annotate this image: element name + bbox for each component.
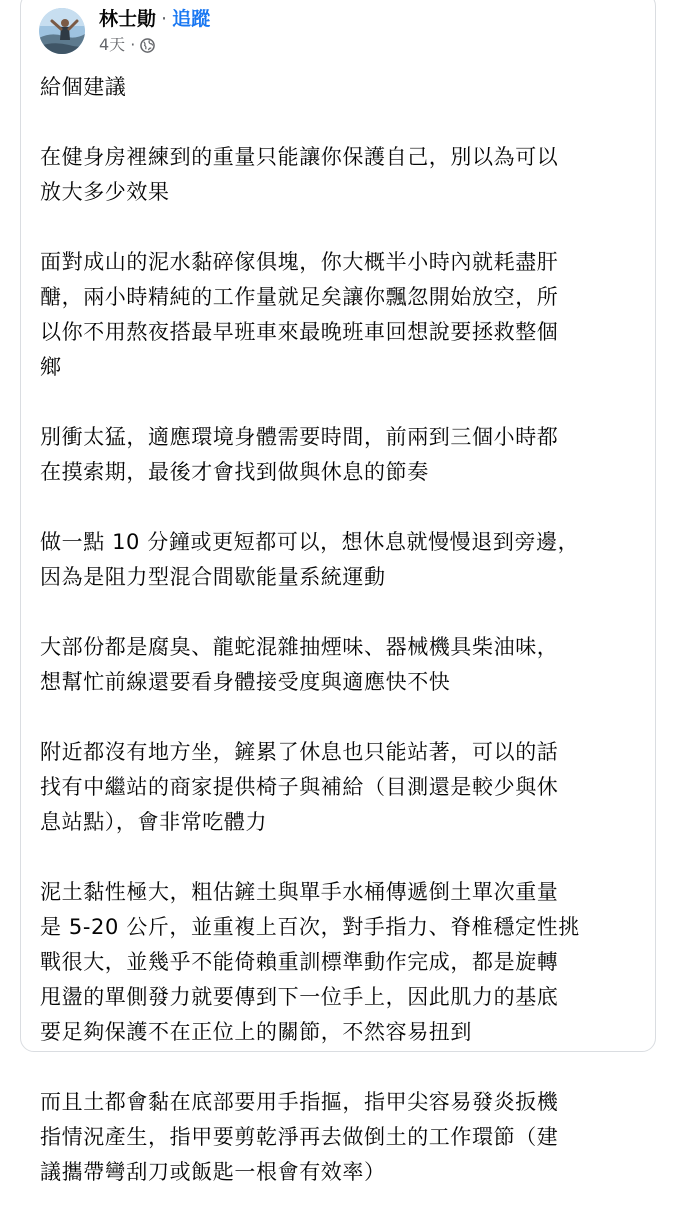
globe-icon[interactable] (140, 38, 155, 53)
paragraph-line: 泥土黏性極大，粗估鏟土與單手水桶傳遞倒土單次重量 (40, 880, 559, 904)
paragraph-line: 息站點），會非常吃體力 (40, 810, 268, 834)
paragraph-line: 大部份都是腐臭、龍蛇混雜抽煙味、器械機具柴油味， (40, 635, 559, 659)
paragraph-line: 放大多少效果 (40, 180, 170, 204)
paragraph-line: 鄉 (40, 355, 62, 379)
paragraph-line: 甩盪的單側發力就要傳到下一位手上，因此肌力的基底 (40, 985, 559, 1009)
post-paragraph (40, 420, 640, 490)
paragraph-line: 面對成山的泥水黏碎傢俱塊，你大概半小時內就耗盡肝 (40, 250, 559, 274)
post-paragraph (40, 525, 640, 595)
paragraph-line: 做一點 10 分鐘或更短都可以，想休息就慢慢退到旁邊， (40, 530, 580, 554)
paragraph-line: 因為是阻力型混合間歇能量系統運動 (40, 565, 386, 589)
post-meta (99, 7, 210, 55)
paragraph-line: 在健身房裡練到的重量只能讓你保護自己，別以為可以 (40, 145, 559, 169)
paragraph-line: 別衝太猛，適應環境身體需要時間，前兩到三個小時都 (40, 425, 559, 449)
paragraph-line: 指情況產生，指甲要剪乾淨再去做倒土的工作環節（建 (40, 1125, 559, 1149)
paragraph-line: 找有中繼站的商家提供椅子與補給（目測還是較少與休 (40, 775, 559, 799)
paragraph-line: 戰很大，並幾乎不能倚賴重訓標準動作完成，都是旋轉 (40, 950, 559, 974)
name-row (99, 7, 210, 31)
paragraph-line: 以你不用熬夜搭最早班車來最晚班車回想說要拯救整個 (40, 320, 559, 344)
author-avatar[interactable] (39, 8, 85, 54)
paragraph-line: 是 5-20 公斤，並重複上百次，對手指力、脊椎穩定性挑 (40, 915, 580, 939)
paragraph-line: 想幫忙前線還要看身體接受度與適應快不快 (40, 670, 451, 694)
paragraph-line: 醣，兩小時精純的工作量就足矣讓你飄忽開始放空，所 (40, 285, 559, 309)
paragraph-line: 在摸索期，最後才會找到做與休息的節奏 (40, 460, 429, 484)
avatar-photo (39, 8, 85, 54)
post-header (39, 5, 210, 57)
paragraph-line: 要足夠保護不在正位上的關節，不然容易扭到 (40, 1020, 472, 1044)
post-paragraph (40, 630, 640, 700)
post-paragraph (40, 735, 640, 840)
paragraph-line: 而且土都會黏在底部要用手指摳，指甲尖容易發炎扳機 (40, 1090, 559, 1114)
separator-dot: · (161, 8, 168, 30)
follow-button[interactable]: 追蹤 (172, 8, 211, 30)
post-paragraph (40, 140, 640, 210)
post-paragraph (40, 70, 640, 105)
paragraph-line: 議攜帶彎刮刀或飯匙一根會有效率） (40, 1160, 386, 1184)
post-body (40, 70, 640, 1225)
post-time[interactable]: 4天 (99, 35, 126, 54)
author-name[interactable]: 林士勛 (99, 8, 157, 30)
time-row (99, 35, 210, 55)
time-separator: · (130, 35, 136, 54)
paragraph-line: 附近都沒有地方坐，鏟累了休息也只能站著，可以的話 (40, 740, 559, 764)
paragraph-line: 給個建議 (40, 75, 127, 99)
post-paragraph (40, 245, 640, 385)
post-paragraph (40, 1085, 640, 1190)
